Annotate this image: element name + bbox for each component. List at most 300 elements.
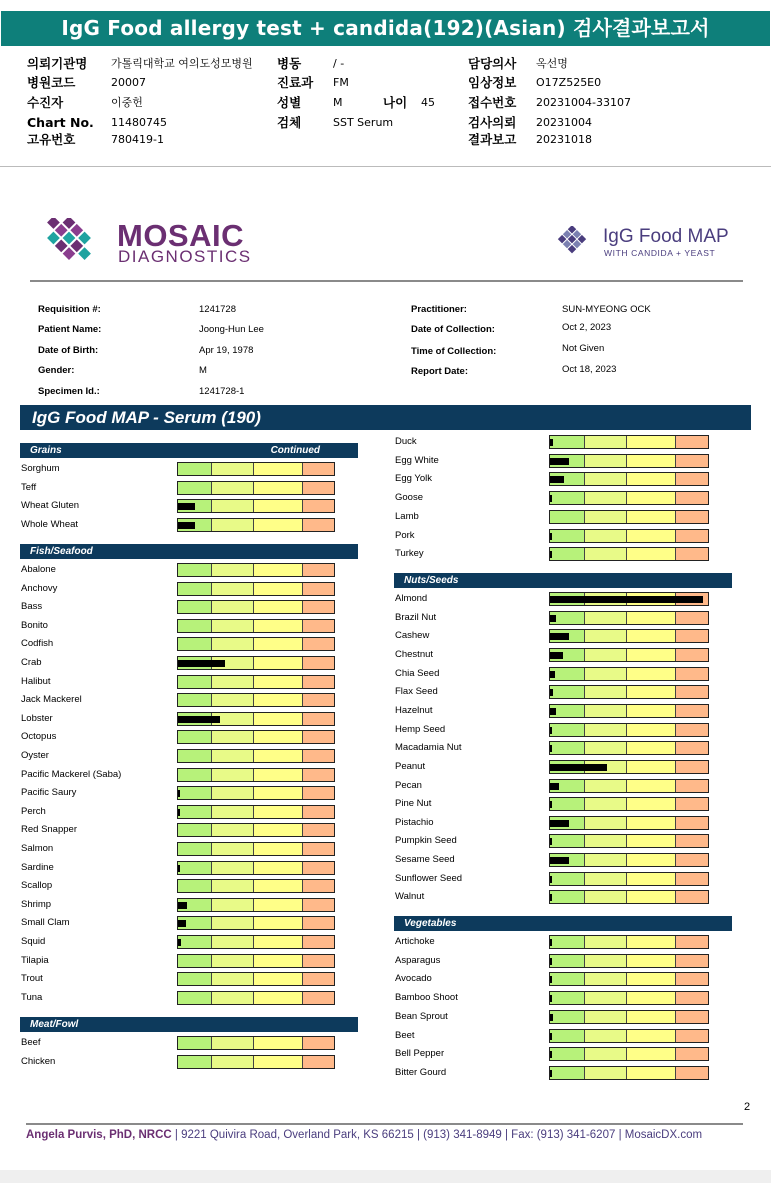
food-name: Egg White — [395, 454, 439, 466]
result-level-fill — [550, 476, 564, 483]
result-zone — [303, 1056, 334, 1068]
result-zone — [550, 548, 585, 560]
result-bar — [177, 1036, 335, 1050]
food-name: Pumpkin Seed — [395, 835, 457, 847]
result-bar — [177, 637, 335, 651]
result-bar — [177, 1055, 335, 1069]
category-title: Grains — [30, 445, 62, 456]
result-zone — [303, 1037, 334, 1049]
food-name: Wheat Gluten — [21, 500, 80, 511]
result-bar — [549, 491, 709, 505]
result-zone — [254, 713, 302, 725]
result-level-fill — [178, 920, 186, 927]
result-zone — [303, 936, 334, 948]
food-name: Bass — [21, 601, 43, 613]
result-bar — [177, 563, 335, 577]
result-zone — [303, 769, 334, 781]
header-label: 접수번호 — [468, 95, 517, 110]
result-zone — [212, 694, 254, 706]
result-zone — [585, 854, 628, 866]
result-level-fill — [550, 801, 552, 808]
result-level-fill — [550, 745, 552, 752]
result-zone — [676, 511, 708, 523]
result-zone — [178, 1056, 212, 1068]
result-level-fill — [550, 495, 552, 502]
result-zone — [303, 620, 334, 632]
result-bar — [549, 991, 709, 1005]
result-level-fill — [550, 857, 569, 864]
result-zone — [627, 955, 676, 967]
result-zone — [585, 630, 628, 642]
food-name: Sunflower Seed — [395, 872, 463, 884]
result-zone — [550, 1048, 585, 1060]
result-zone — [303, 806, 334, 818]
result-zone — [627, 511, 676, 523]
food-name: Pecan — [395, 779, 422, 791]
result-zone — [212, 973, 254, 985]
result-level-fill — [550, 1014, 553, 1021]
result-zone — [178, 731, 212, 743]
food-name: Peanut — [395, 760, 426, 772]
logo-divider — [30, 280, 743, 282]
result-zone — [627, 992, 676, 1004]
result-bar — [177, 935, 335, 949]
result-bar — [177, 656, 335, 670]
result-bar — [549, 435, 709, 449]
mosaic-logo-subtext: DIAGNOSTICS — [118, 247, 252, 266]
result-zone — [627, 973, 676, 985]
result-zone — [676, 992, 708, 1004]
result-bar — [177, 879, 335, 893]
result-bar — [549, 954, 709, 968]
result-zone — [303, 750, 334, 762]
result-zone — [303, 500, 334, 512]
result-zone — [585, 1011, 628, 1023]
result-zone — [303, 676, 334, 688]
result-zone — [585, 1030, 628, 1042]
food-name: Tuna — [21, 991, 43, 1003]
header-value: 20231004 — [536, 116, 592, 129]
category-title: Meat/Fowl — [30, 1019, 79, 1030]
result-zone — [178, 992, 212, 1004]
result-zone — [676, 705, 708, 717]
result-level-fill — [550, 1051, 552, 1058]
result-zone — [676, 1048, 708, 1060]
result-zone — [627, 854, 676, 866]
food-name: Sorghum — [21, 463, 60, 474]
result-zone — [676, 798, 708, 810]
food-name: Bonito — [21, 619, 48, 631]
food-name: Bell Pepper — [395, 1048, 445, 1060]
result-zone — [676, 780, 708, 792]
igg-food-map-logo-icon — [544, 226, 600, 258]
food-name: Teff — [21, 481, 37, 493]
header-value: 780419-1 — [111, 133, 164, 146]
food-name: Walnut — [395, 891, 425, 903]
result-bar — [177, 861, 335, 875]
result-zone — [676, 630, 708, 642]
result-zone — [178, 787, 212, 799]
result-zone — [254, 620, 302, 632]
result-zone — [178, 936, 212, 948]
result-zone — [550, 530, 585, 542]
result-zone — [254, 917, 302, 929]
result-bar — [177, 675, 335, 689]
category-header — [394, 573, 732, 588]
food-name: Beet — [395, 1029, 415, 1041]
result-bar — [549, 1047, 709, 1061]
category-title: Nuts/Seeds — [404, 575, 459, 586]
result-level-fill — [178, 902, 187, 909]
result-bar — [549, 685, 709, 699]
result-level-fill — [178, 939, 181, 946]
result-zone — [303, 463, 334, 475]
result-zone — [585, 612, 628, 624]
result-bar — [177, 600, 335, 614]
food-name: Oyster — [21, 750, 49, 761]
result-zone — [254, 676, 302, 688]
result-zone — [254, 1056, 302, 1068]
result-level-fill — [550, 958, 552, 965]
header-label: 검체 — [277, 115, 302, 130]
food-name: Anchovy — [21, 582, 58, 594]
result-zone — [178, 638, 212, 650]
result-zone — [254, 657, 302, 669]
igg-food-map-logo-text: IgG Food MAP — [603, 226, 729, 247]
result-zone — [627, 742, 676, 754]
food-name: Cashew — [395, 630, 430, 642]
result-zone — [676, 835, 708, 847]
result-zone — [254, 806, 302, 818]
result-zone — [178, 694, 212, 706]
food-name: Pacific Mackerel (Saba) — [21, 768, 122, 780]
result-zone — [254, 880, 302, 892]
result-zone — [585, 936, 628, 948]
food-name: Red Snapper — [21, 824, 77, 836]
food-name: Duck — [395, 436, 417, 447]
result-bar — [177, 768, 335, 782]
result-zone — [212, 601, 254, 613]
food-name: Whole Wheat — [21, 518, 79, 530]
patient-label: Specimen Id.: — [38, 386, 100, 397]
result-zone — [627, 891, 676, 903]
result-zone — [550, 492, 585, 504]
result-zone — [550, 511, 585, 523]
result-level-fill — [550, 764, 607, 771]
result-zone — [303, 482, 334, 494]
header-label: 결과보고 — [468, 132, 517, 147]
result-zone — [550, 955, 585, 967]
mosaic-logo-icon — [28, 218, 110, 268]
result-zone — [585, 742, 628, 754]
result-zone — [676, 854, 708, 866]
header-value: 가톨릭대학교 여의도성모병원 — [111, 57, 253, 70]
result-zone — [550, 436, 585, 448]
patient-value: 1241728-1 — [199, 386, 245, 397]
result-zone — [585, 492, 628, 504]
result-bar — [549, 547, 709, 561]
result-zone — [585, 992, 628, 1004]
food-name: Lobster — [21, 712, 53, 724]
footer-divider — [26, 1123, 743, 1125]
result-zone — [676, 530, 708, 542]
result-zone — [676, 436, 708, 448]
result-bar — [549, 741, 709, 755]
result-zone — [254, 843, 302, 855]
result-bar — [177, 481, 335, 495]
result-zone — [254, 564, 302, 576]
result-zone — [585, 473, 628, 485]
patient-label: Date of Birth: — [38, 345, 99, 356]
result-zone — [627, 835, 676, 847]
patient-label: Patient Name: — [38, 324, 102, 335]
result-zone — [585, 686, 628, 698]
food-name: Pistachio — [395, 816, 434, 828]
result-level-fill — [550, 939, 552, 946]
result-zone — [550, 1030, 585, 1042]
header-label: 담당의사 — [468, 56, 517, 71]
result-zone — [303, 583, 334, 595]
result-level-fill — [178, 716, 220, 723]
result-level-fill — [550, 894, 552, 901]
result-zone — [676, 761, 708, 773]
result-zone — [585, 455, 628, 467]
category-header — [20, 1017, 358, 1032]
result-zone — [178, 824, 212, 836]
result-bar — [177, 991, 335, 1005]
result-level-fill — [550, 615, 556, 622]
result-zone — [178, 583, 212, 595]
result-zone — [627, 798, 676, 810]
result-level-fill — [178, 809, 180, 816]
result-zone — [254, 750, 302, 762]
result-zone — [254, 824, 302, 836]
result-zone — [212, 917, 254, 929]
header-value: 11480745 — [111, 116, 167, 129]
result-zone — [254, 992, 302, 1004]
result-zone — [627, 649, 676, 661]
food-name: Abalone — [21, 564, 56, 575]
result-zone — [303, 917, 334, 929]
header-label: 나이 — [383, 95, 408, 110]
result-zone — [585, 873, 628, 885]
food-name: Halibut — [21, 675, 51, 687]
result-zone — [212, 787, 254, 799]
result-zone — [254, 862, 302, 874]
result-zone — [627, 873, 676, 885]
result-zone — [676, 455, 708, 467]
header-value: 20007 — [111, 76, 146, 89]
result-level-fill — [550, 820, 569, 827]
result-bar — [549, 454, 709, 468]
result-level-fill — [550, 596, 703, 603]
result-zone — [676, 742, 708, 754]
result-level-fill — [550, 727, 552, 734]
food-name: Goose — [395, 492, 423, 504]
result-zone — [254, 463, 302, 475]
header-label: 수진자 — [27, 95, 64, 110]
result-bar — [549, 648, 709, 662]
result-zone — [550, 724, 585, 736]
result-zone — [627, 1048, 676, 1060]
result-zone — [303, 694, 334, 706]
food-name: Octopus — [21, 731, 57, 743]
result-zone — [212, 899, 254, 911]
patient-value: Apr 19, 1978 — [199, 345, 254, 356]
result-zone — [178, 1037, 212, 1049]
result-level-fill — [550, 633, 569, 640]
result-zone — [212, 500, 254, 512]
report-title: IgG Food allergy test + candida(192)(Asian) 검사결과보고서 — [1, 11, 770, 46]
result-zone — [676, 891, 708, 903]
result-bar — [177, 972, 335, 986]
food-name: Bean Sprout — [395, 1010, 448, 1022]
result-zone — [550, 668, 585, 680]
result-zone — [676, 1011, 708, 1023]
result-zone — [627, 724, 676, 736]
result-zone — [585, 1048, 628, 1060]
result-zone — [254, 955, 302, 967]
result-bar — [549, 872, 709, 886]
result-zone — [676, 873, 708, 885]
result-zone — [676, 1030, 708, 1042]
result-zone — [212, 731, 254, 743]
result-zone — [178, 463, 212, 475]
result-bar — [549, 779, 709, 793]
result-zone — [254, 936, 302, 948]
result-zone — [212, 564, 254, 576]
header-label: 임상정보 — [468, 75, 517, 90]
result-zone — [627, 436, 676, 448]
result-level-fill — [550, 1033, 552, 1040]
result-zone — [303, 731, 334, 743]
header-value: O17Z525E0 — [536, 76, 602, 89]
mosaic-logo-text: MOSAIC — [117, 218, 244, 253]
result-zone — [212, 750, 254, 762]
result-bar — [177, 842, 335, 856]
result-level-fill — [550, 652, 563, 659]
result-zone — [254, 973, 302, 985]
result-zone — [585, 705, 628, 717]
food-name: Chicken — [21, 1056, 56, 1067]
patient-label: Requisition #: — [38, 304, 101, 315]
result-bar — [549, 816, 709, 830]
result-zone — [303, 973, 334, 985]
result-zone — [178, 806, 212, 818]
header-value: SST Serum — [333, 116, 394, 129]
header-label: Chart No. — [27, 115, 94, 130]
category-header — [394, 916, 732, 931]
result-bar — [177, 954, 335, 968]
food-name: Hemp Seed — [395, 723, 446, 735]
result-zone — [676, 668, 708, 680]
header-value: / - — [333, 57, 345, 70]
result-level-fill — [550, 708, 556, 715]
result-zone — [254, 519, 302, 531]
result-bar — [549, 704, 709, 718]
result-zone — [212, 620, 254, 632]
result-zone — [303, 862, 334, 874]
food-name: Bitter Gourd — [395, 1066, 447, 1078]
result-zone — [178, 620, 212, 632]
patient-label: Report Date: — [411, 366, 469, 377]
result-zone — [254, 731, 302, 743]
food-name: Scallop — [21, 880, 53, 892]
food-name: Trout — [21, 973, 43, 985]
result-zone — [254, 1037, 302, 1049]
result-bar — [549, 1029, 709, 1043]
result-zone — [627, 1067, 676, 1079]
result-zone — [676, 817, 708, 829]
result-zone — [585, 436, 628, 448]
patient-value: 1241728 — [199, 304, 236, 315]
category-title: Fish/Seafood — [30, 546, 93, 557]
result-zone — [676, 649, 708, 661]
result-zone — [585, 780, 628, 792]
header-value: 45 — [421, 96, 435, 109]
result-zone — [550, 835, 585, 847]
result-level-fill — [178, 790, 180, 797]
result-zone — [585, 798, 628, 810]
result-bar — [177, 786, 335, 800]
patient-label: Practitioner: — [411, 304, 467, 315]
food-name: Salmon — [21, 843, 54, 854]
food-name: Beef — [21, 1037, 41, 1048]
food-name: Pacific Saury — [21, 787, 77, 799]
result-zone — [627, 668, 676, 680]
food-name: Artichoke — [395, 936, 435, 947]
result-bar — [549, 760, 709, 774]
result-bar — [177, 730, 335, 744]
result-level-fill — [550, 876, 552, 883]
food-name: Asparagus — [395, 954, 441, 966]
result-zone — [212, 806, 254, 818]
result-zone — [676, 548, 708, 560]
food-name: Perch — [21, 805, 46, 817]
result-zone — [585, 817, 628, 829]
result-zone — [585, 973, 628, 985]
result-zone — [550, 1067, 585, 1079]
header-divider — [0, 166, 771, 167]
footer-text — [26, 1129, 702, 1141]
result-zone — [585, 530, 628, 542]
result-bar — [177, 499, 335, 513]
header-label: 진료과 — [277, 75, 314, 90]
result-zone — [303, 955, 334, 967]
header-label: 성별 — [277, 95, 302, 110]
result-level-fill — [550, 783, 559, 790]
result-bar — [549, 611, 709, 625]
result-zone — [627, 936, 676, 948]
food-name: Pine Nut — [395, 798, 432, 810]
result-level-fill — [550, 458, 569, 465]
result-zone — [254, 769, 302, 781]
result-zone — [212, 769, 254, 781]
result-zone — [303, 713, 334, 725]
result-zone — [585, 668, 628, 680]
result-zone — [178, 862, 212, 874]
result-zone — [627, 705, 676, 717]
result-bar — [177, 898, 335, 912]
result-zone — [303, 787, 334, 799]
result-zone — [212, 638, 254, 650]
result-level-fill — [550, 1070, 552, 1077]
patient-value: Joong-Hun Lee — [199, 324, 264, 335]
result-level-fill — [550, 689, 553, 696]
result-zone — [303, 824, 334, 836]
result-level-fill — [550, 838, 552, 845]
header-label: 병동 — [277, 56, 302, 71]
